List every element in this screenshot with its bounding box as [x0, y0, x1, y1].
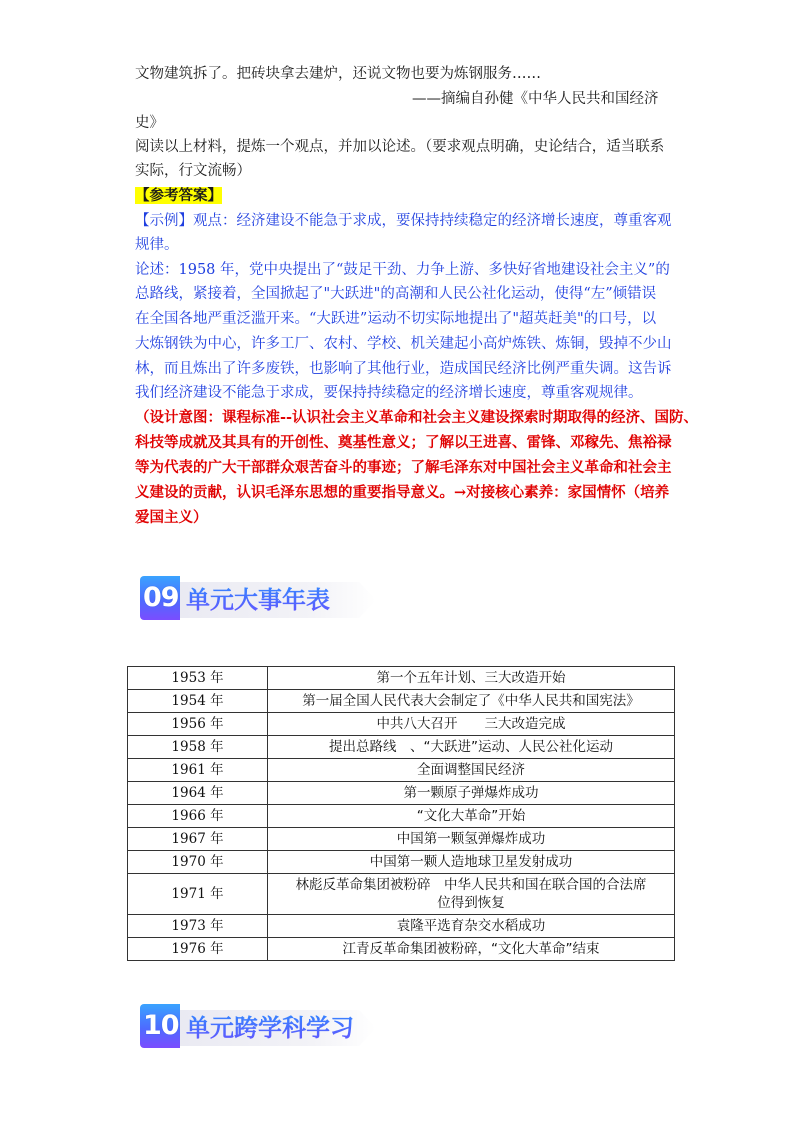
year-cell: 1966 年: [128, 805, 268, 828]
event-cell: 江青反革命集团被粉碎，“文化大革命”结束: [268, 938, 675, 961]
year-cell: 1956 年: [128, 713, 268, 736]
argument-line: 我们经济建设不能急于求成，要保持持续稳定的经济增长速度，尊重客观规律。: [135, 385, 643, 401]
section-10-banner: [140, 1000, 400, 1052]
table-row: [128, 736, 675, 759]
year-cell: 1953 年: [128, 667, 268, 690]
table-row: [128, 782, 675, 805]
event-cell: 提出总路线 、“大跃进”运动、人民公社化运动: [268, 736, 675, 759]
argument-line: 林，而且炼出了许多废铁，也影响了其他行业，造成国民经济比例严重失调。这告诉: [135, 361, 672, 377]
year-cell: 1971 年: [128, 874, 268, 915]
section-9-banner: [140, 572, 400, 624]
argument-line: 大炼钢铁为中心，许多工厂、农村、学校、机关建起小高炉炼铁、炼铜，毁掉不少山: [135, 336, 672, 352]
design-intent-line: （设计意图：课程标准--认识社会主义革命和社会主义建设探索时期取得的经济、国防、: [135, 409, 699, 426]
table-row: [128, 828, 675, 851]
table-row: [128, 915, 675, 938]
table-row: [128, 874, 675, 915]
year-cell: 1967 年: [128, 828, 268, 851]
argument-line: 论述：1958 年，党中央提出了“鼓足干劲、力争上游、多快好省地建设社会主义”的: [135, 262, 670, 278]
table-row: [128, 713, 675, 736]
argument-line: 总路线，紧接着，全国掀起了"大跃进"的高潮和人民公社化运动，使得“左”倾错误: [135, 286, 657, 302]
year-cell: 1958 年: [128, 736, 268, 759]
question-line: 实际，行文流畅）: [135, 163, 251, 179]
year-cell: 1961 年: [128, 759, 268, 782]
event-cell: 第一颗原子弹爆炸成功: [268, 782, 675, 805]
example-line: 【示例】观点：经济建设不能急于求成，要保持持续稳定的经济增长速度，尊重客观: [135, 213, 672, 229]
event-cell: 第一个五年计划、三大改造开始: [268, 667, 675, 690]
table-row: [128, 690, 675, 713]
table-row: [128, 938, 675, 961]
event-cell: 袁隆平选育杂交水稻成功: [268, 915, 675, 938]
event-cell: 全面调整国民经济: [268, 759, 675, 782]
table-row: [128, 805, 675, 828]
passage-source-tail: 史》: [135, 115, 164, 131]
design-intent-line: 爱国主义）: [135, 509, 208, 526]
question-line: 阅读以上材料，提炼一个观点，并加以论述。（要求观点明确，史论结合，适当联系: [135, 139, 665, 155]
answer-label-line: [135, 184, 222, 208]
table-row: [128, 851, 675, 874]
design-intent-line: 科技等成就及其具有的开创性、奠基性意义；了解以王进喜、雷锋、邓稼先、焦裕禄: [135, 434, 672, 451]
section-10-title: 单元跨学科学习: [186, 1010, 354, 1046]
passage-line: 文物建筑拆了。把砖块拿去建炉，还说文物也要为炼钢服务……: [135, 66, 541, 82]
passage-source: ——摘编自孙健《中华人民共和国经济: [412, 91, 659, 107]
section-10-number: 10: [140, 1004, 180, 1048]
year-cell: 1964 年: [128, 782, 268, 805]
section-9-title: 单元大事年表: [186, 582, 330, 618]
event-cell: 中国第一颗人造地球卫星发射成功: [268, 851, 675, 874]
event-cell: 中共八大召开 三大改造完成: [268, 713, 675, 736]
table-row: [128, 759, 675, 782]
timeline-table: [127, 666, 675, 961]
timeline-body: [128, 667, 675, 961]
event-cell: 第一届全国人民代表大会制定了《中华人民共和国宪法》: [268, 690, 675, 713]
year-cell: 1976 年: [128, 938, 268, 961]
design-intent-line: 义建设的贡献，认识毛泽东思想的重要指导意义。→对接核心素养：家国情怀（培养: [135, 484, 670, 501]
section-9-number: 09: [140, 576, 180, 620]
argument-line: 在全国各地严重泛滥开来。“大跃进”运动不切实际地提出了"超英赶美"的口号，以: [135, 311, 657, 327]
year-cell: 1970 年: [128, 851, 268, 874]
event-cell: “文化大革命”开始: [268, 805, 675, 828]
event-cell: 林彪反革命集团被粉碎 中华人民共和国在联合国的合法席位得到恢复: [268, 874, 675, 915]
year-cell: 1973 年: [128, 915, 268, 938]
year-cell: 1954 年: [128, 690, 268, 713]
answer-label: 【参考答案】: [135, 187, 222, 204]
example-line: 规律。: [135, 237, 179, 253]
event-cell: 中国第一颗氢弹爆炸成功: [268, 828, 675, 851]
table-row: [128, 667, 675, 690]
design-intent-line: 等为代表的广大干部群众艰苦奋斗的事迹；了解毛泽东对中国社会主义革命和社会主: [135, 459, 672, 476]
